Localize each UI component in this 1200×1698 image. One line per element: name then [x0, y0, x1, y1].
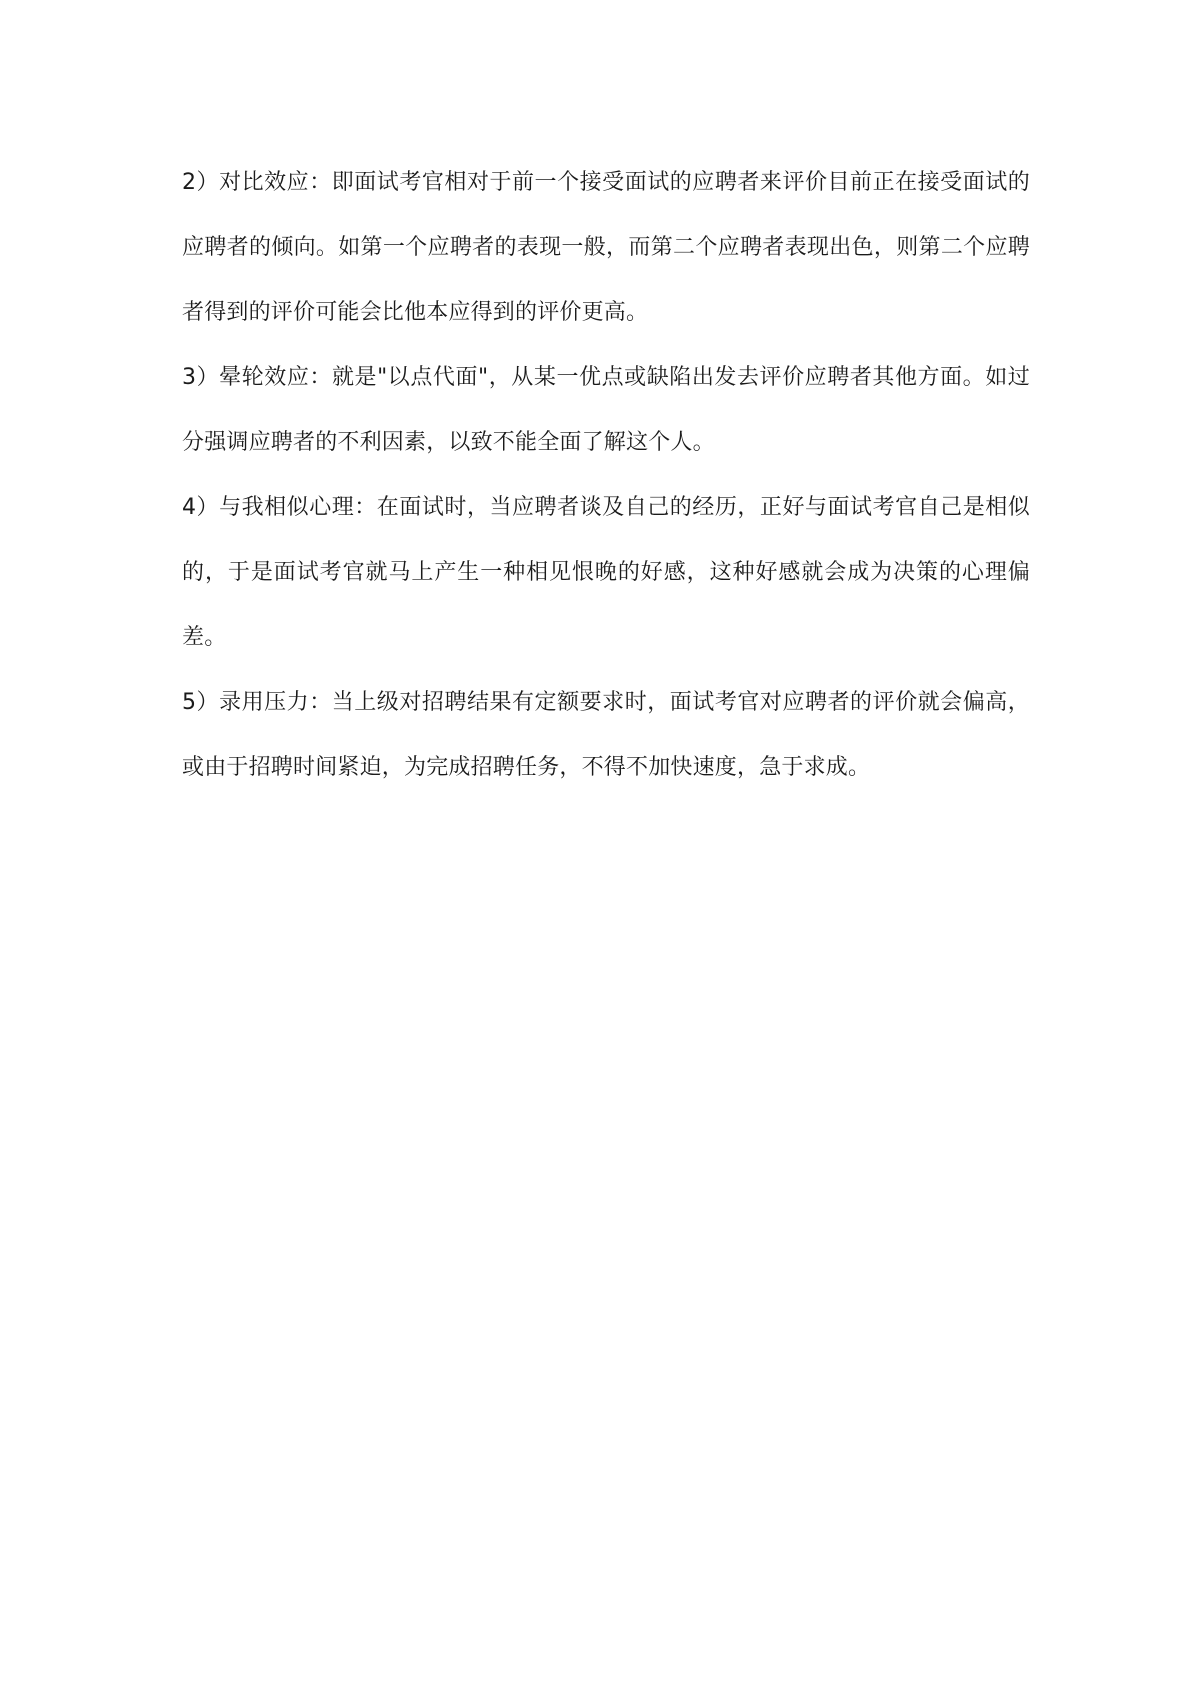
paragraph-hiring-pressure: 5）录用压力：当上级对招聘结果有定额要求时，面试考官对应聘者的评价就会偏高，或由于招聘时间紧迫，为完成招聘任务，不得不加快速度，急于求成。	[182, 690, 1030, 780]
paragraph-contrast-effect: 2）对比效应：即面试考官相对于前一个接受面试的应聘者来评价目前正在接受面试的应聘者的倾向。如第一个应聘者的表现一般，而第二个应聘者表现出色，则第二个应聘者得到的评价可能会比他本应得到的评价更高。	[182, 170, 1030, 325]
document-body	[182, 150, 1030, 800]
paragraph-similar-to-me: 4）与我相似心理：在面试时，当应聘者谈及自己的经历，正好与面试考官自己是相似的，于是面试考官就马上产生一种相见恨晚的好感，这种好感就会成为决策的心理偏差。	[182, 495, 1030, 650]
paragraph-halo-effect: 3）晕轮效应：就是"以点代面"，从某一优点或缺陷出发去评价应聘者其他方面。如过分强调应聘者的不利因素，以致不能全面了解这个人。	[182, 365, 1030, 455]
